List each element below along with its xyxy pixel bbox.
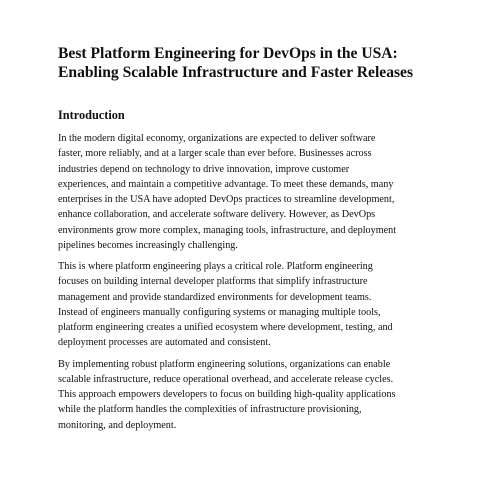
text-line: pipelines becomes increasingly challenging.	[58, 239, 238, 251]
title-line: Best Platform Engineering for DevOps in the USA:	[58, 45, 398, 62]
paragraph-intro-2	[58, 259, 448, 351]
text-line: enhance collaboration, and accelerate software delivery. However, as DevOps	[58, 209, 376, 221]
text-line: while the platform handles the complexities of infrastructure provisioning,	[58, 404, 362, 416]
text-line: focuses on building internal developer platforms that simplify infrastructure	[58, 276, 368, 288]
text-line: In the modern digital economy, organizations are expected to deliver software	[58, 133, 376, 144]
document-title	[58, 44, 448, 82]
text-line: experiences, and maintain a competitive advantage. To meet these demands, many	[58, 178, 394, 190]
text-line: monitoring, and deployment.	[58, 419, 177, 431]
text-line: This is where platform engineering plays a critical role. Platform engineering	[58, 261, 373, 272]
text-line: faster, more reliably, and at a larger scale than ever before. Businesses across	[58, 148, 372, 160]
text-line: This approach empowers developers to focus on building high-quality applications	[58, 389, 396, 400]
text-line: deployment processes are automated and consistent.	[58, 337, 271, 349]
text-line: platform engineering creates a unified ecosystem where development, testing, and	[58, 322, 393, 333]
title-line: Enabling Scalable Infrastructure and Faster Releases	[58, 64, 414, 81]
paragraph-intro-1	[58, 131, 448, 253]
section-heading: Introduction	[58, 108, 125, 122]
text-line: Instead of engineers manually configuring systems or managing multiple tools,	[58, 306, 381, 318]
text-line: environments grow more complex, managing tools, infrastructure, and deployment	[58, 224, 397, 236]
paragraph-intro-3	[58, 357, 448, 433]
text-line: management and provide standardized environments for development teams.	[58, 291, 372, 303]
text-line: By implementing robust platform engineering solutions, organizations can enable	[58, 358, 391, 370]
text-line: enterprises in the USA have adopted DevOps practices to streamline development,	[58, 194, 395, 205]
document-page	[58, 44, 448, 433]
text-line: scalable infrastructure, reduce operational overhead, and accelerate release cycles.	[58, 373, 394, 385]
text-line: industries depend on technology to drive innovation, improve customer	[58, 163, 350, 175]
